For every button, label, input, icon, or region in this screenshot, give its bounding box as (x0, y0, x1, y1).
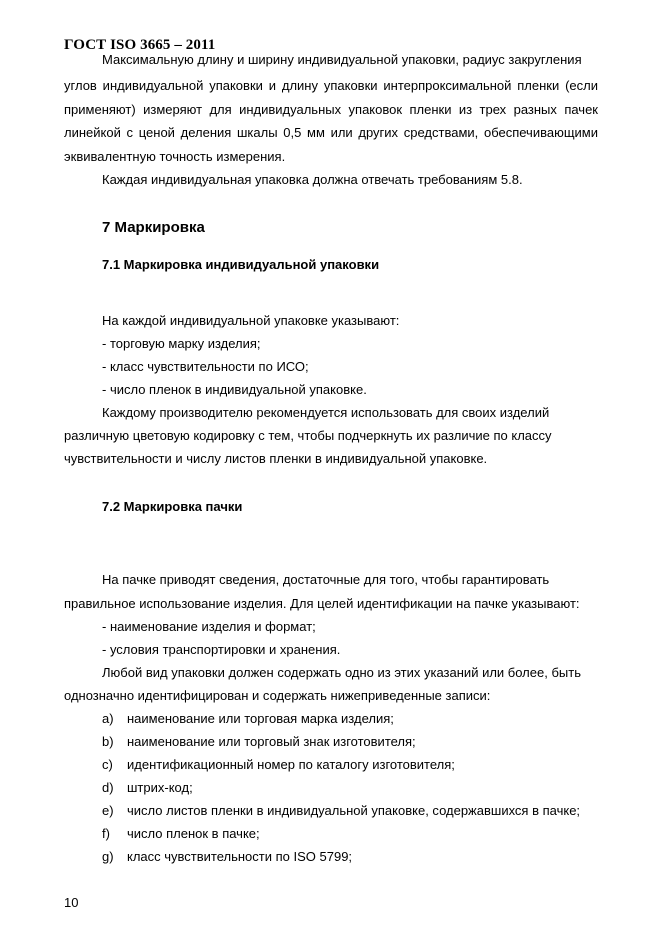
list-text: число листов пленки в индивидуальной упаковке, содержавшихся в пачке; (127, 803, 581, 818)
list-text: штрих-код; (127, 780, 193, 795)
paragraph-line: эквивалентную точность измерения. (64, 149, 286, 164)
paragraph-line: углов индивидуальной упаковки и длину упаковки интерпроксимальной пленки (если (64, 78, 598, 93)
paragraph-line: На пачке приводят сведения, достаточные для того, чтобы гарантировать (102, 572, 550, 587)
paragraph-line: Каждая индивидуальная упаковка должна отвечать требованиям 5.8. (102, 172, 523, 187)
page-header: ГОСТ ISO 3665 – 2011 (64, 37, 216, 53)
paragraph-line: применяют) измеряют для индивидуальных упаковок пленки из трех разных пачек (64, 102, 598, 117)
paragraph-line: Каждому производителю рекомендуется использовать для своих изделий (102, 405, 550, 420)
list-marker: b) (102, 734, 114, 749)
list-marker: a) (102, 711, 114, 726)
subsection-heading: 7.1 Маркировка индивидуальной упаковки (102, 257, 380, 272)
list-item: - условия транспортировки и хранения. (102, 642, 341, 657)
list-marker: f) (102, 826, 110, 841)
paragraph-line: На каждой индивидуальной упаковке указывают: (102, 313, 400, 328)
section-heading: 7 Маркировка (102, 219, 205, 236)
list-item: - класс чувствительности по ИСО; (102, 359, 309, 374)
list-marker: g) (102, 849, 114, 864)
list-marker: c) (102, 757, 113, 772)
subsection-heading: 7.2 Маркировка пачки (102, 499, 243, 514)
list-text: класс чувствительности по ISO 5799; (127, 849, 353, 864)
list-marker: e) (102, 803, 114, 818)
paragraph-line: линейкой с ценой деления шкалы 0,5 мм или других средствами, обеспечивающими (64, 125, 598, 140)
list-text: число пленок в пачке; (127, 826, 260, 841)
list-text: идентификационный номер по каталогу изготовителя; (127, 757, 455, 772)
list-item: - наименование изделия и формат; (102, 619, 316, 634)
paragraph-line: однозначно идентифицирован и содержать нижеприведенные записи: (64, 688, 491, 703)
paragraph-line: правильное использование изделия. Для целей идентификации на пачке указывают: (64, 596, 580, 611)
list-item: - число пленок в индивидуальной упаковке. (102, 382, 367, 397)
list-marker: d) (102, 780, 114, 795)
list-text: наименование или торговая марка изделия; (127, 711, 394, 726)
page-number: 10 (64, 895, 79, 910)
paragraph-line: Любой вид упаковки должен содержать одно из этих указаний или более, быть (102, 665, 581, 680)
paragraph-line: чувствительности и числу листов пленки в индивидуальной упаковке. (64, 451, 488, 466)
paragraph-line: Максимальную длину и ширину индивидуальной упаковки, радиус закругления (102, 52, 582, 67)
paragraph-line: различную цветовую кодировку с тем, чтобы подчеркнуть их различие по классу (64, 428, 552, 443)
list-item: - торговую марку изделия; (102, 336, 261, 351)
list-text: наименование или торговый знак изготовителя; (127, 734, 416, 749)
